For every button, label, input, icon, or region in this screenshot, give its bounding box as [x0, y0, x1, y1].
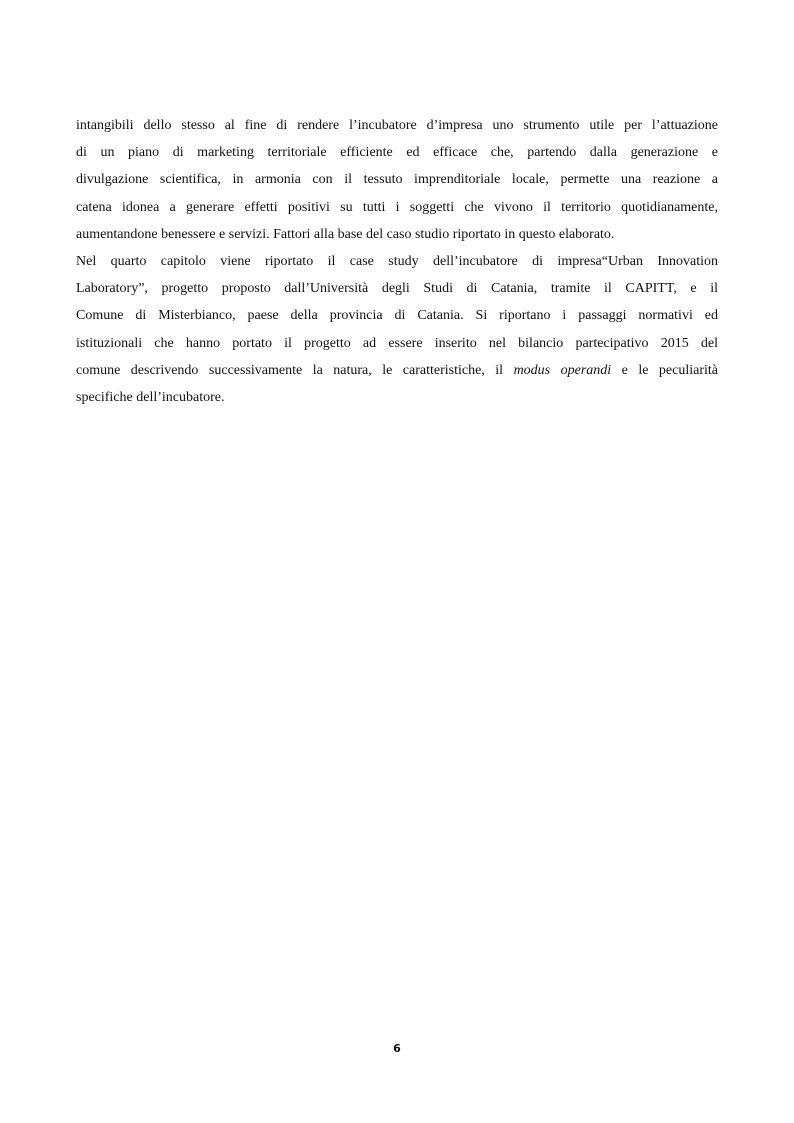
text-segment: e le peculiarità [611, 362, 718, 378]
text-line: specifiche dell’incubatore. [76, 389, 225, 405]
text-line-with-italic [76, 357, 718, 384]
page-number: 6 [393, 1042, 401, 1055]
text-line: di un piano di marketing territoriale efficiente ed efficace che, partendo dalla generazione e [76, 145, 718, 161]
body-text [76, 112, 718, 411]
italic-phrase: modus operandi [513, 362, 612, 378]
text-line: aumentandone benessere e servizi. Fattori alla base del caso studio riportato in questo elaborato. [76, 226, 615, 242]
text-line: divulgazione scientifica, in armonia con il tessuto imprenditoriale locale, permette una reazione a [76, 172, 718, 188]
text-segment: comune descrivendo successivamente la natura, le caratteristiche, il [76, 362, 514, 378]
text-line: istituzionali che hanno portato il progetto ad essere inserito nel bilancio partecipativo 2015 del [76, 335, 718, 351]
text-line: Laboratory”, progetto proposto dall’Università degli Studi di Catania, tramite il CAPITT, e il [76, 281, 718, 297]
text-line: intangibili dello stesso al fine di rendere l’incubatore d’impresa uno strumento utile per l’attuazione [76, 118, 718, 133]
text-line: Comune di Misterbianco, paese della provincia di Catania. Si riportano i passaggi normativi ed [76, 308, 718, 324]
text-line: catena idonea a generare effetti positivi su tutti i soggetti che vivono il territorio quotidianamente, [76, 199, 718, 215]
text-line: Nel quarto capitolo viene riportato il case study dell’incubatore di impresa“Urban Innovation [76, 253, 718, 269]
